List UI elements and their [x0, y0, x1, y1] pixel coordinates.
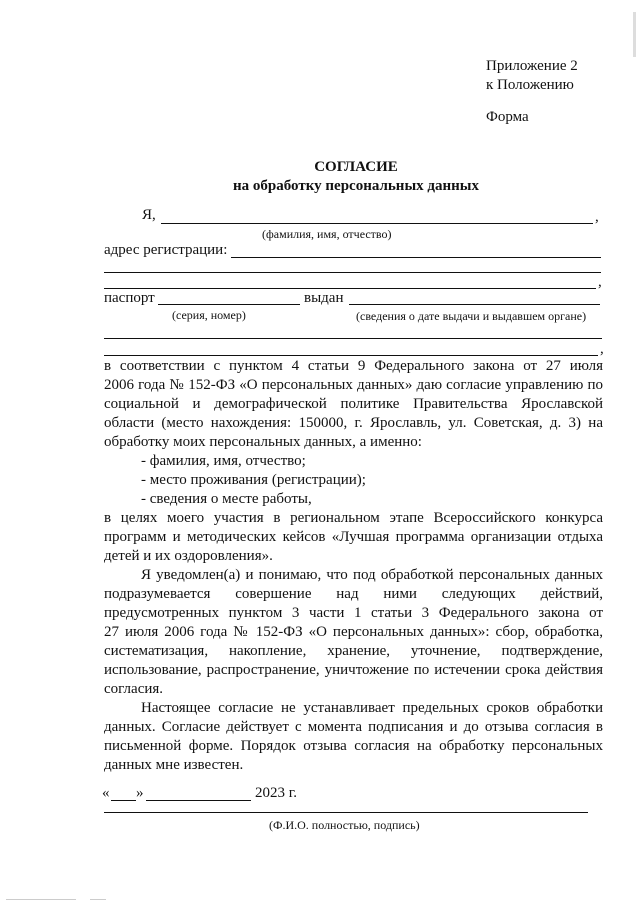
- para3-line-4: 27 июля 2006 года № 152-ФЗ «О персональных данных»: сбор, обработка,: [104, 624, 603, 640]
- issued-line-3[interactable]: [104, 355, 598, 356]
- address-line-1[interactable]: [231, 257, 601, 258]
- date-quote-close: »: [136, 785, 144, 801]
- scan-bottom-mark-left: [6, 899, 76, 900]
- fio-caption: (фамилия, имя, отчество): [262, 227, 392, 241]
- para3-line-2: подразумевается совершение над ними следующих действий,: [104, 586, 603, 602]
- regulation-label: к Положению: [486, 77, 574, 93]
- scan-bottom-mark-right: [90, 899, 106, 900]
- form-label: Форма: [486, 109, 529, 125]
- para1-line-2: 2006 года № 152-ФЗ «О персональных данных» даю согласие управлению по: [104, 377, 603, 393]
- para3-line-5: систематизация, накопление, хранение, уточнение, подтверждение,: [104, 643, 603, 659]
- list-item-fio: - фамилия, имя, отчество;: [141, 453, 306, 469]
- signature-caption: (Ф.И.О. полностью, подпись): [269, 818, 420, 832]
- address-line-2[interactable]: [104, 272, 601, 273]
- date-quote-open: «: [102, 785, 110, 801]
- para4-line-3: письменной форме. Порядок отзыва согласия на обработку персональных: [104, 738, 603, 754]
- para1-line-4: области (место нахождения: 150000, г. Ярославль, ул. Советская, д. 3) на: [104, 415, 603, 431]
- date-month-line[interactable]: [146, 800, 251, 801]
- document-title: СОГЛАСИЕ: [314, 159, 398, 175]
- para1-line-3: социальной и демографической политике Правительства Ярославской: [104, 396, 603, 412]
- address-label: адрес регистрации:: [104, 242, 228, 258]
- para3-line-1: Я уведомлен(а) и понимаю, что под обработкой персональных данных: [141, 567, 603, 583]
- date-day-line[interactable]: [111, 800, 136, 801]
- list-item-residence: - место проживания (регистрации);: [141, 472, 366, 488]
- appendix-label: Приложение 2: [486, 58, 578, 74]
- passport-label: паспорт: [104, 290, 155, 306]
- issued-line-2[interactable]: [104, 338, 602, 339]
- issued-caption: (сведения о дате выдачи и выдавшем органе): [356, 309, 587, 323]
- para4-line-4: данных мне известен.: [104, 757, 244, 773]
- issued-by-line[interactable]: [349, 304, 600, 305]
- para1-line-1: в соответствии с пунктом 4 статьи 9 Федерального закона от 27 июля: [104, 358, 603, 374]
- issued-label: выдан: [304, 290, 344, 306]
- fio-line[interactable]: [161, 223, 593, 224]
- para4-line-1: Настоящее согласие не устанавливает предельных сроков обработки: [141, 700, 603, 716]
- para2-line-3: детей и их оздоровления».: [104, 548, 273, 564]
- list-item-work: - сведения о месте работы,: [141, 491, 312, 507]
- issued-comma: ,: [600, 341, 604, 357]
- para3-line-3: предусмотренных пунктом 3 части 1 статьи 3 Федерального закона от: [104, 605, 603, 621]
- para2-line-1: в целях моего участия в региональном этапе Всероссийского конкурса: [104, 510, 603, 526]
- scan-edge-mark: [633, 12, 636, 57]
- document-subtitle: на обработку персональных данных: [233, 178, 479, 194]
- para1-line-5: обработку моих персональных данных, а именно:: [104, 434, 422, 450]
- para4-line-2: данных. Согласие действует с момента подписания и до отзыва согласия в: [104, 719, 603, 735]
- signature-line[interactable]: [104, 812, 588, 813]
- series-caption: (серия, номер): [172, 308, 246, 322]
- i-label: Я,: [142, 207, 156, 223]
- address-comma: ,: [598, 274, 602, 290]
- para3-line-6: использование, распространение, уничтожение по истечении срока действия: [104, 662, 603, 678]
- para2-line-2: программ и методических кейсов «Лучшая программа организации отдыха: [104, 529, 603, 545]
- fio-comma: ,: [595, 209, 599, 225]
- passport-series-line[interactable]: [158, 304, 300, 305]
- date-year: 2023 г.: [255, 785, 297, 801]
- para3-line-7: согласия.: [104, 681, 164, 697]
- address-line-3[interactable]: [104, 288, 596, 289]
